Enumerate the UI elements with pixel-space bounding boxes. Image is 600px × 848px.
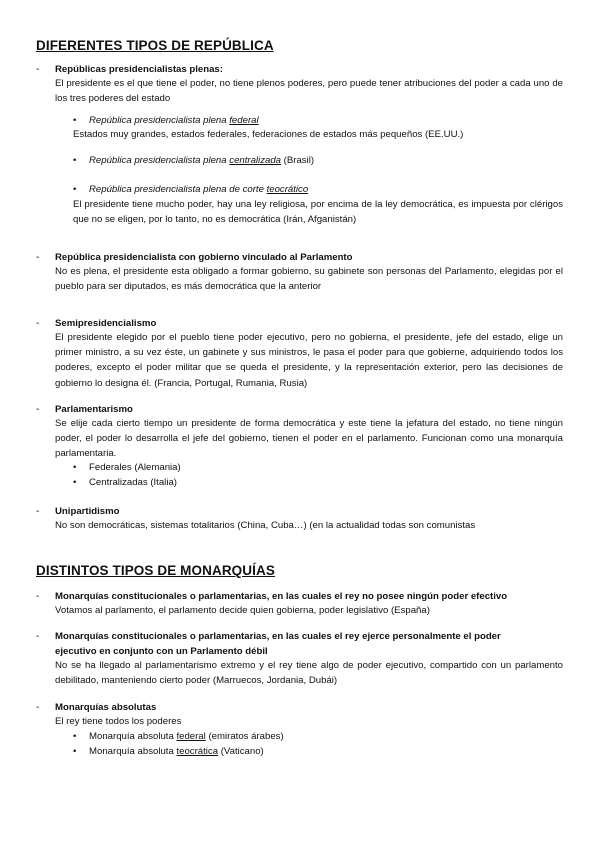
section-desc-monarquia-const-1: Votamos al parlamento, el parlamento decide quien gobierna, poder legislativo (España) [55,605,430,616]
bullet-dot-icon: • [73,155,77,166]
section-title-unipartidismo: Unipartidismo [55,506,120,517]
subitem-presidencialista-centralizada: • República presidencialista plena centralizada (Brasil) [73,155,315,166]
subitem-desc-teocratico: El presidente tiene mucho poder, hay una ley religiosa, por encima de la ley democrática, es impuesta por clérigos que no se eligen, por lo tanto, no es democrática (Irán, Afganistán) [73,199,563,226]
bullet-dash: - [36,631,40,642]
subitem-presidencialista-federal: • República presidencialista plena federal [73,115,259,126]
section-title-monarquia-const-2-line2: ejecutivo en conjunto con un Parlamento débil [55,646,268,657]
bullet-dot-icon: • [73,184,77,195]
subitem-desc-federal: Estados muy grandes, estados federales, federaciones de estados más pequeños (EE.UU.) [73,129,464,140]
section-title-semipresidencialismo: Semipresidencialismo [55,318,157,329]
bullet-dot-icon: • [73,462,77,473]
section-title-monarquia-const-1: Monarquías constitucionales o parlamentarias, en las cuales el rey no posee ningún poder efectivo [55,591,508,602]
subitem-presidencialista-teocratico: • República presidencialista plena de corte teocrático [73,184,309,195]
heading-republicas: DIFERENTES TIPOS DE REPÚBLICA [36,38,274,53]
bullet-dash: - [36,64,40,75]
section-desc-parlamentarismo: Se elije cada cierto tiempo un presidente de forma democrática y este tiene la jefatura del estado, no tiene ningún poder, el poder lo desarrolla el jefe del gobierno, tienen el poder en el parlamento. Funcionan como una monarquía parlamentaria. [55,418,563,460]
bullet-dash: - [36,404,40,415]
section-title-presidencialista-parlamento: República presidencialista con gobierno vinculado al Parlamento [55,252,353,263]
list-item-monarquia-teocratica: • Monarquía absoluta teocrática (Vaticano) [73,746,264,757]
section-desc-semipresidencialismo: El presidente elegido por el pueblo tiene poder ejecutivo, pero no gobierna, el presidente, jefe del estado, elige un primer ministro, a su vez éste, un gabinete y sus ministros, le pasa el poder para que gobierne, adquiriendo todos los poderes, excepto el poder militar que se queda el presidente, y la representación exterior, pero las decisiones de gobierno lo designa él. (Francia, Portugal, Rumania, Rusia) [55,332,563,389]
bullet-dash: - [36,252,40,263]
section-desc-unipartidismo: No son democráticas, sistemas totalitarios (China, Cuba…) (en la actualidad todas son comunistas [55,520,476,531]
bullet-dot-icon: • [73,477,77,488]
section-desc-presidencialistas-plenas: El presidente es el que tiene el poder, no tiene plenos poderes, pero puede tener atribuciones del poder a cada uno de los tres poderes del estado [55,78,563,105]
section-desc-monarquias-absolutas: El rey tiene todos los poderes [55,716,182,727]
bullet-dash: - [36,591,40,602]
bullet-dash: - [36,318,40,329]
bullet-dot-icon: • [73,746,77,757]
bullet-dot-icon: • [73,731,77,742]
section-desc-presidencialista-parlamento: No es plena, el presidente esta obligado a formar gobierno, su gabinete son personas del Parlamento, elegidas por el pueblo para ser diputados, es más democrática que la anterior [55,266,563,293]
section-title-monarquias-absolutas: Monarquías absolutas [55,702,157,713]
section-desc-monarquia-const-2: No se ha llegado al parlamentarismo extremo y el rey tiene algo de poder ejecutivo, compartido con un parlamento debilitado, manteniendo cierto poder (Marruecos, Jordania, Dubái) [55,660,563,687]
bullet-dash: - [36,702,40,713]
list-item-federales: • Federales (Alemania) [73,462,181,473]
heading-monarquias: DISTINTOS TIPOS DE MONARQUÍAS [36,563,275,578]
bullet-dot-icon: • [73,115,77,126]
list-item-monarquia-federal: • Monarquía absoluta federal (emiratos árabes) [73,731,284,742]
section-title-parlamentarismo: Parlamentarismo [55,404,133,415]
list-item-centralizadas: • Centralizadas (Italia) [73,477,177,488]
bullet-dash: - [36,506,40,517]
section-title-monarquia-const-2: Monarquías constitucionales o parlamentarias, en las cuales el rey ejerce personalmente el poder [55,631,501,642]
section-title-presidencialistas-plenas: Repúblicas presidencialistas plenas: [55,64,223,75]
